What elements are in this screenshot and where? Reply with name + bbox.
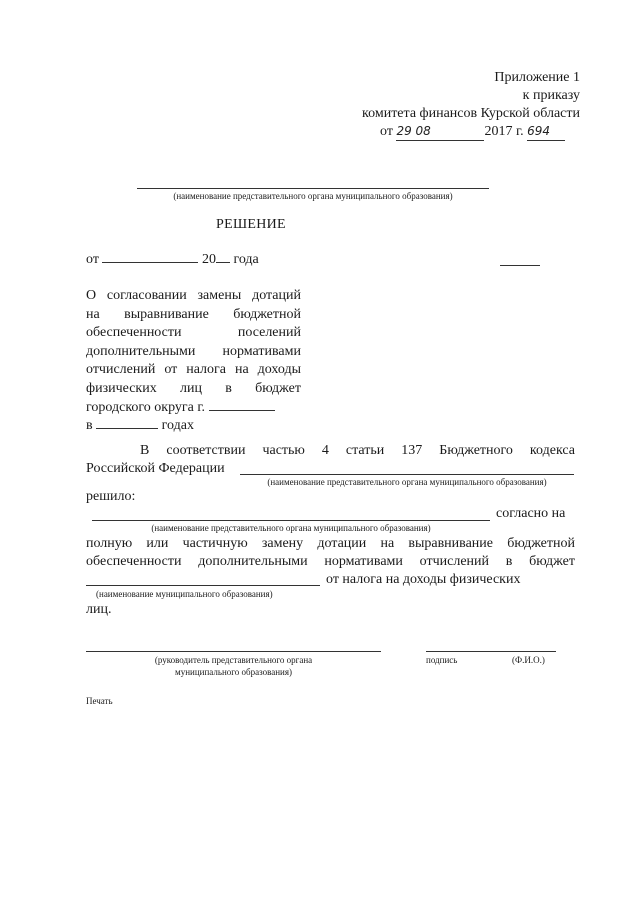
head-caption-2: муниципального образования)	[175, 667, 292, 677]
subject-line: на выравнивание бюджетной	[86, 306, 301, 322]
decision-number-line	[500, 265, 540, 266]
subject-line: городского округа г.	[86, 399, 206, 415]
org-name-line-2	[240, 474, 574, 475]
appendix-date-handwritten: 29 08	[396, 124, 431, 138]
subject-line: физических лиц в бюджет	[86, 380, 301, 396]
subject-line: обеспеченности поселений	[86, 325, 301, 341]
body-end: лиц.	[86, 602, 112, 617]
fio-caption: (Ф.И.О.)	[512, 655, 545, 665]
sign-line	[426, 651, 556, 652]
decision-date-prefix: от	[86, 252, 99, 267]
org-name-line	[137, 188, 489, 189]
subject-line-city	[86, 399, 301, 418]
mun-name-caption: (наименование муниципального образования)	[96, 589, 273, 599]
subject-line: дополнительными нормативами	[86, 343, 301, 359]
body-rf: Российской Федерации	[86, 461, 225, 476]
decision-subject	[86, 287, 301, 436]
subject-line: О согласовании замены дотаций	[86, 288, 301, 303]
org-name-caption-3: (наименование представительного органа муниципального образования)	[151, 523, 431, 533]
city-blank	[209, 410, 275, 411]
body-agreed: согласно на	[496, 506, 566, 521]
body-paragraph-2-line2: обеспеченности дополнительными нормативами отчислений в бюджет	[86, 554, 575, 569]
head-caption-1: (руководитель представительного органа	[154, 655, 313, 665]
appendix-title: Приложение 1	[494, 70, 580, 85]
body-resolved: решило:	[86, 489, 136, 504]
appendix-number-field	[527, 124, 565, 141]
stamp-label: Печать	[86, 696, 113, 706]
decision-date	[86, 252, 259, 268]
decision-date-suffix: года	[233, 252, 259, 267]
body-paragraph-2-line3: от налога на доходы физических	[326, 572, 521, 587]
subject-years-prefix: в	[86, 418, 93, 434]
body-paragraph-2-line1: полную или частичную замену дотации на выравнивание бюджетной	[86, 536, 575, 551]
appendix-date-field	[396, 124, 484, 141]
appendix-committee: комитета финансов Курской области	[362, 106, 580, 121]
org-name-line-3	[92, 520, 490, 521]
appendix-date-line	[380, 124, 565, 141]
subject-years-suffix: годах	[161, 418, 194, 434]
subject-line: отчислений от налога на доходы	[86, 362, 301, 378]
sign-caption: подпись	[426, 655, 458, 665]
head-signature-line	[86, 651, 381, 652]
appendix-year: 2017 г.	[484, 124, 524, 139]
decision-title: РЕШЕНИЕ	[216, 217, 286, 232]
org-name-caption: (наименование представительного органа муниципального образования)	[173, 191, 453, 201]
subject-line-years	[86, 417, 301, 436]
appendix-to-order: к приказу	[522, 88, 580, 103]
decision-date-century: 20	[201, 252, 216, 267]
org-name-caption-2: (наименование представительного органа муниципального образования)	[267, 477, 547, 487]
appendix-number-handwritten: 694	[527, 124, 551, 138]
decision-year-blank	[216, 262, 230, 263]
years-blank	[96, 428, 158, 429]
decision-date-blank	[102, 262, 198, 263]
body-paragraph-1: В соответствии частью 4 статьи 137 Бюджетного кодекса	[140, 443, 575, 458]
mun-name-line	[86, 585, 320, 586]
appendix-date-prefix: от	[380, 124, 393, 139]
